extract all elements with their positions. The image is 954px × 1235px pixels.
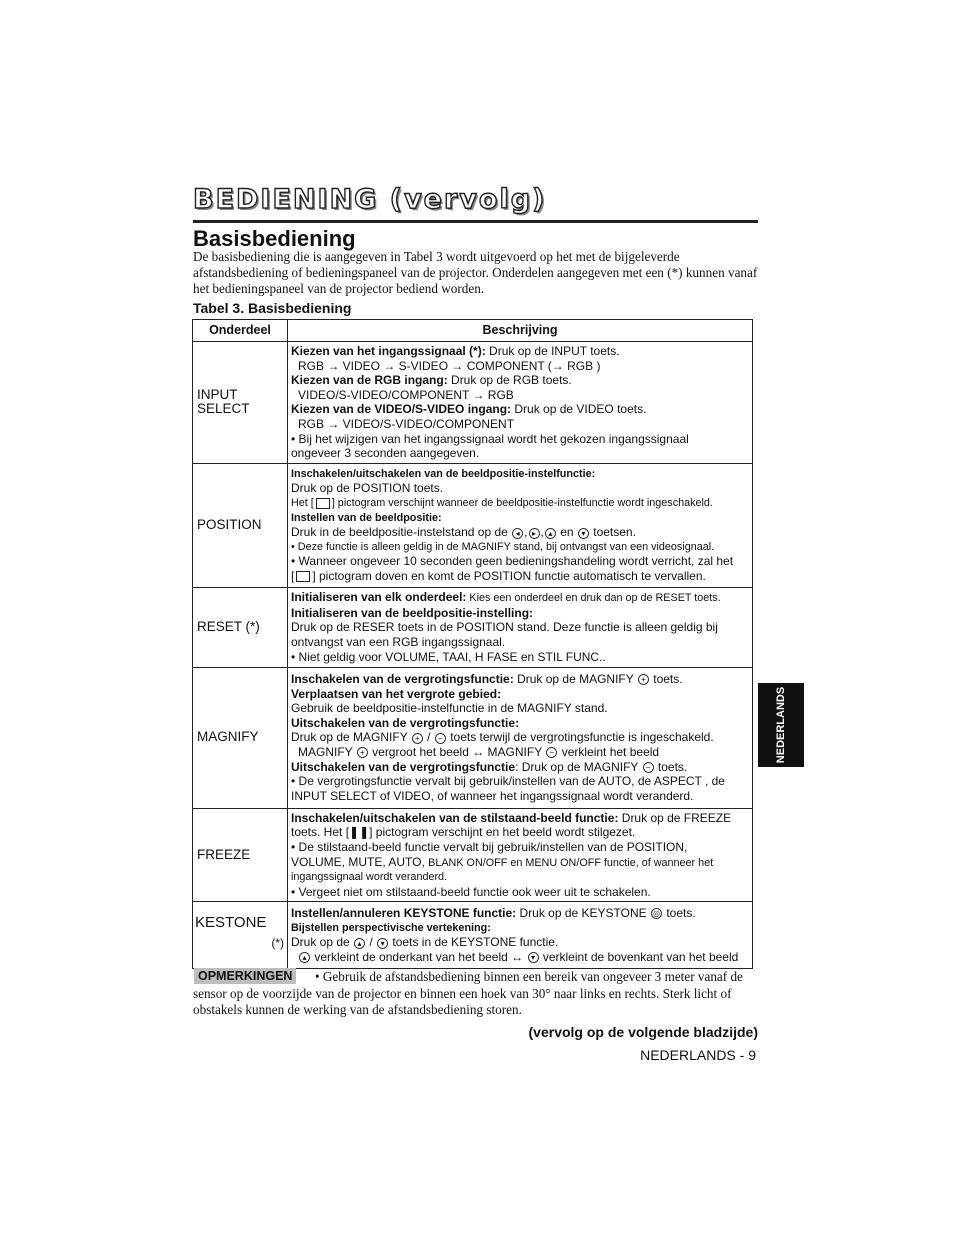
desc-text: en bbox=[560, 525, 574, 540]
position-icon bbox=[296, 571, 310, 582]
down-arrow-icon: ▾ bbox=[377, 938, 388, 949]
desc-line: • Deze functie is alleen geldig in de MAGNIFY stand, bij ontvangst van een videosignaal. bbox=[291, 540, 715, 553]
desc-text: Druk op de KEYSTONE bbox=[516, 906, 647, 921]
table-row bbox=[193, 342, 753, 464]
desc-text: verkleint de bovenkant van het beeld bbox=[542, 949, 739, 964]
section-title: Basisbediening bbox=[193, 226, 356, 251]
magnify-plus-icon: + bbox=[357, 747, 368, 758]
desc-bold: Instellen van de beeldpositie: bbox=[291, 511, 442, 524]
desc-text: MAGNIFY bbox=[298, 745, 353, 760]
desc-line bbox=[291, 950, 749, 965]
row-description bbox=[288, 902, 753, 969]
table-caption: Tabel 3. Basisbediening bbox=[193, 300, 352, 316]
row-label: MAGNIFY bbox=[193, 667, 288, 808]
magnify-minus-icon: − bbox=[643, 762, 654, 773]
desc-text: toets. bbox=[666, 906, 696, 921]
desc-text: [ bbox=[291, 569, 295, 584]
desc-line bbox=[291, 760, 749, 775]
row-label-note: (*) bbox=[271, 936, 284, 951]
desc-text: Druk op de bbox=[291, 935, 350, 950]
desc-bold: Kiezen van het ingangssignaal (*): bbox=[291, 344, 486, 358]
desc-line: • De stilstaand-beeld functie vervalt bij gebruik/instellen van de POSITION, bbox=[291, 839, 688, 854]
desc-line: Druk op de RESER toets in de POSITION stand. Deze functie is alleen geldig bij bbox=[291, 620, 718, 635]
desc-text: : Druk op de MAGNIFY bbox=[515, 759, 639, 774]
desc-text: BLANK ON/OFF en MENU ON/OFF functie, of wanneer het bbox=[428, 856, 714, 869]
desc-line bbox=[291, 344, 749, 359]
desc-line bbox=[291, 855, 749, 871]
basic-operation-table bbox=[192, 319, 753, 969]
desc-line bbox=[291, 590, 749, 606]
desc-line: • Bij het wijzigen van het ingangssignaal wordt het gekozen ingangssignaal bbox=[291, 431, 689, 446]
desc-text: toets in de KEYSTONE functie. bbox=[392, 935, 559, 950]
desc-bold: Kiezen van de RGB ingang: bbox=[291, 373, 448, 388]
desc-bold: Inschakelen/uitschakelen van de beeldpositie-instelfunctie: bbox=[291, 467, 596, 480]
desc-text: Druk op de MAGNIFY bbox=[291, 730, 408, 745]
row-label: RESET (*) bbox=[193, 587, 288, 667]
desc-bold: Uitschakelen van de vergrotingsfunctie bbox=[291, 759, 516, 774]
keystone-icon: ◎ bbox=[651, 908, 662, 919]
desc-text: toets terwijl de vergrotingsfunctie is ingeschakeld. bbox=[450, 730, 714, 745]
notes-label: OPMERKINGEN bbox=[194, 968, 296, 984]
table-row bbox=[193, 808, 753, 902]
column-header: Beschrijving bbox=[288, 320, 753, 342]
desc-line: ontvangst van een RGB ingangssignaal. bbox=[291, 635, 506, 650]
right-arrow-icon: ▸ bbox=[529, 528, 540, 539]
desc-line: Druk in de beeldpositie-instelstand op de ◂ , ▸ , ▴ en ▾ toetsen. bbox=[291, 525, 636, 540]
page-footer: NEDERLANDS - 9 bbox=[640, 1047, 756, 1063]
table-row bbox=[193, 587, 753, 667]
desc-text: Druk op de INPUT toets. bbox=[485, 344, 620, 358]
desc-line: Druk op de POSITION toets. bbox=[291, 481, 444, 496]
up-arrow-icon: ▴ bbox=[299, 952, 310, 963]
row-label-text: INPUT SELECT bbox=[197, 386, 250, 417]
desc-text: toetsen. bbox=[593, 525, 636, 540]
desc-bold: Verplaatsen van het vergrote gebied: bbox=[291, 686, 502, 701]
desc-text: Kies een onderdeel en druk dan op de RESET toets. bbox=[466, 592, 721, 605]
desc-line: • Niet geldig voor VOLUME, TAAI, H FASE en STIL FUNC.. bbox=[291, 649, 606, 664]
desc-line: • Wanneer ongeveer 10 seconden geen bedieningshandeling wordt verricht, zal het bbox=[291, 554, 734, 569]
desc-text: vergroot het beeld ↔ MAGNIFY bbox=[372, 745, 542, 760]
desc-text: verkleint het beeld bbox=[561, 745, 660, 760]
desc-line bbox=[291, 672, 749, 687]
row-description bbox=[288, 667, 753, 808]
row-description bbox=[288, 342, 753, 464]
row-description bbox=[288, 808, 753, 902]
desc-bold: Bijstellen perspectivische vertekening: bbox=[291, 921, 491, 934]
table-row bbox=[193, 463, 753, 587]
intro-paragraph: De basisbediening die is aangegeven in Tabel 3 wordt uitgevoerd op het met de bijgeleverde afstandsbediening of bedieningspaneel van de projector. Onderdelen aangegeven met een (*) kunnen vanaf het bedieningspaneel van de projector bediend worden. bbox=[193, 249, 758, 296]
up-arrow-icon: ▴ bbox=[545, 528, 556, 539]
row-label-text: KESTONE bbox=[195, 914, 267, 932]
desc-line: Gebruik de beeldpositie-instelfunctie in de MAGNIFY stand. bbox=[291, 701, 608, 716]
desc-text: ] pictogram doven en komt de POSITION functie automatisch te vervallen. bbox=[312, 569, 706, 584]
desc-text: / bbox=[369, 935, 373, 950]
row-label: POSITION bbox=[193, 463, 288, 587]
row-description bbox=[288, 463, 753, 587]
desc-text: Druk in de beeldpositie-instelstand op de bbox=[291, 525, 508, 540]
language-side-tab bbox=[758, 683, 804, 767]
desc-line bbox=[291, 569, 749, 584]
column-header: Onderdeel bbox=[193, 320, 288, 342]
magnify-minus-icon: − bbox=[435, 733, 446, 744]
desc-line bbox=[291, 811, 749, 826]
desc-line: ingangssignaal wordt veranderd. bbox=[291, 871, 448, 884]
desc-line: VIDEO/S-VIDEO/COMPONENT → RGB bbox=[298, 387, 514, 402]
desc-line: toets. Het [❚❚] pictogram verschijnt en het beeld wordt stilgezet. bbox=[291, 825, 636, 840]
desc-text: VOLUME, MUTE, AUTO, bbox=[291, 854, 429, 869]
table-row bbox=[193, 667, 753, 808]
desc-text: Druk op de VIDEO toets. bbox=[511, 402, 647, 417]
desc-line bbox=[291, 373, 749, 388]
continued-note: (vervolg op de volgende bladzijde) bbox=[528, 1024, 758, 1040]
desc-bold: Initialiseren van de beeldpositie-instelling: bbox=[291, 605, 534, 620]
desc-text: Druk op de FREEZE bbox=[618, 810, 732, 825]
desc-text: ] pictogram verschijnt wanneer de beeldpositie-instelfunctie wordt ingeschakeld. bbox=[331, 497, 713, 510]
desc-line bbox=[291, 745, 749, 760]
up-arrow-icon: ▴ bbox=[354, 938, 365, 949]
magnify-minus-icon: − bbox=[546, 747, 557, 758]
desc-bold: Kiezen van de VIDEO/S-VIDEO ingang: bbox=[291, 402, 512, 417]
position-icon bbox=[316, 498, 330, 509]
desc-line bbox=[291, 402, 749, 417]
desc-text: verkleint de onderkant van het beeld ↔ bbox=[314, 949, 524, 964]
row-label bbox=[193, 342, 288, 464]
title-divider bbox=[193, 220, 758, 223]
table-header-row bbox=[193, 320, 753, 342]
desc-text: / bbox=[427, 730, 431, 745]
desc-line bbox=[291, 935, 749, 950]
desc-text: Druk op de RGB toets. bbox=[447, 373, 572, 388]
desc-line bbox=[291, 906, 749, 921]
desc-line: • Vergeet niet om stilstaand-beeld functie ook weer uit te schakelen. bbox=[291, 884, 651, 899]
magnify-plus-icon: + bbox=[412, 733, 423, 744]
desc-bold: Inschakelen/uitschakelen van de stilstaand-beeld functie: bbox=[291, 810, 619, 825]
desc-line: • De vergrotingsfunctie vervalt bij gebruik/instellen van de AUTO, de ASPECT , de bbox=[291, 774, 725, 789]
desc-line bbox=[291, 496, 749, 511]
desc-bold: Inschakelen van de vergrotingsfunctie: bbox=[291, 672, 514, 687]
page-title: BEDIENING (vervolg) bbox=[193, 184, 547, 215]
row-label bbox=[193, 902, 288, 969]
magnify-plus-icon: + bbox=[638, 674, 649, 685]
desc-line: RGB → VIDEO/S-VIDEO/COMPONENT bbox=[298, 416, 515, 431]
desc-bold: Uitschakelen van de vergrotingsfunctie: bbox=[291, 715, 520, 730]
desc-line: INPUT SELECT of VIDEO, of wanneer het ingangssignaal wordt veranderd. bbox=[291, 788, 694, 803]
desc-text: Het [ bbox=[291, 497, 314, 510]
desc-line: ongeveer 3 seconden aangegeven. bbox=[291, 446, 480, 461]
desc-text: toets. bbox=[657, 759, 688, 774]
desc-line bbox=[291, 730, 749, 745]
left-arrow-icon: ◂ bbox=[512, 528, 523, 539]
side-tab-label: NEDERLANDS bbox=[775, 686, 787, 764]
table-row bbox=[193, 902, 753, 969]
desc-bold: Instellen/annuleren KEYSTONE functie: bbox=[291, 906, 517, 921]
desc-bold: Initialiseren van elk onderdeel: bbox=[291, 590, 467, 605]
down-arrow-icon: ▾ bbox=[578, 528, 589, 539]
down-arrow-icon: ▾ bbox=[528, 952, 539, 963]
desc-text: toets. bbox=[653, 672, 683, 687]
desc-line: RGB → VIDEO → S-VIDEO → COMPONENT (→ RGB ) bbox=[298, 358, 601, 373]
notes-paragraph: • Gebruik de afstandsbediening binnen een bereik van ongeveer 3 meter vanaf de sensor op de voorzijde van de projector en binnen een hoek van 30° naar links en rechts. Sterk licht of obstakels kunnen de werking van de afstandsbediening storen. bbox=[193, 969, 743, 1017]
row-label: FREEZE bbox=[193, 808, 288, 902]
row-description bbox=[288, 587, 753, 667]
desc-text: Druk op de MAGNIFY bbox=[513, 672, 634, 687]
